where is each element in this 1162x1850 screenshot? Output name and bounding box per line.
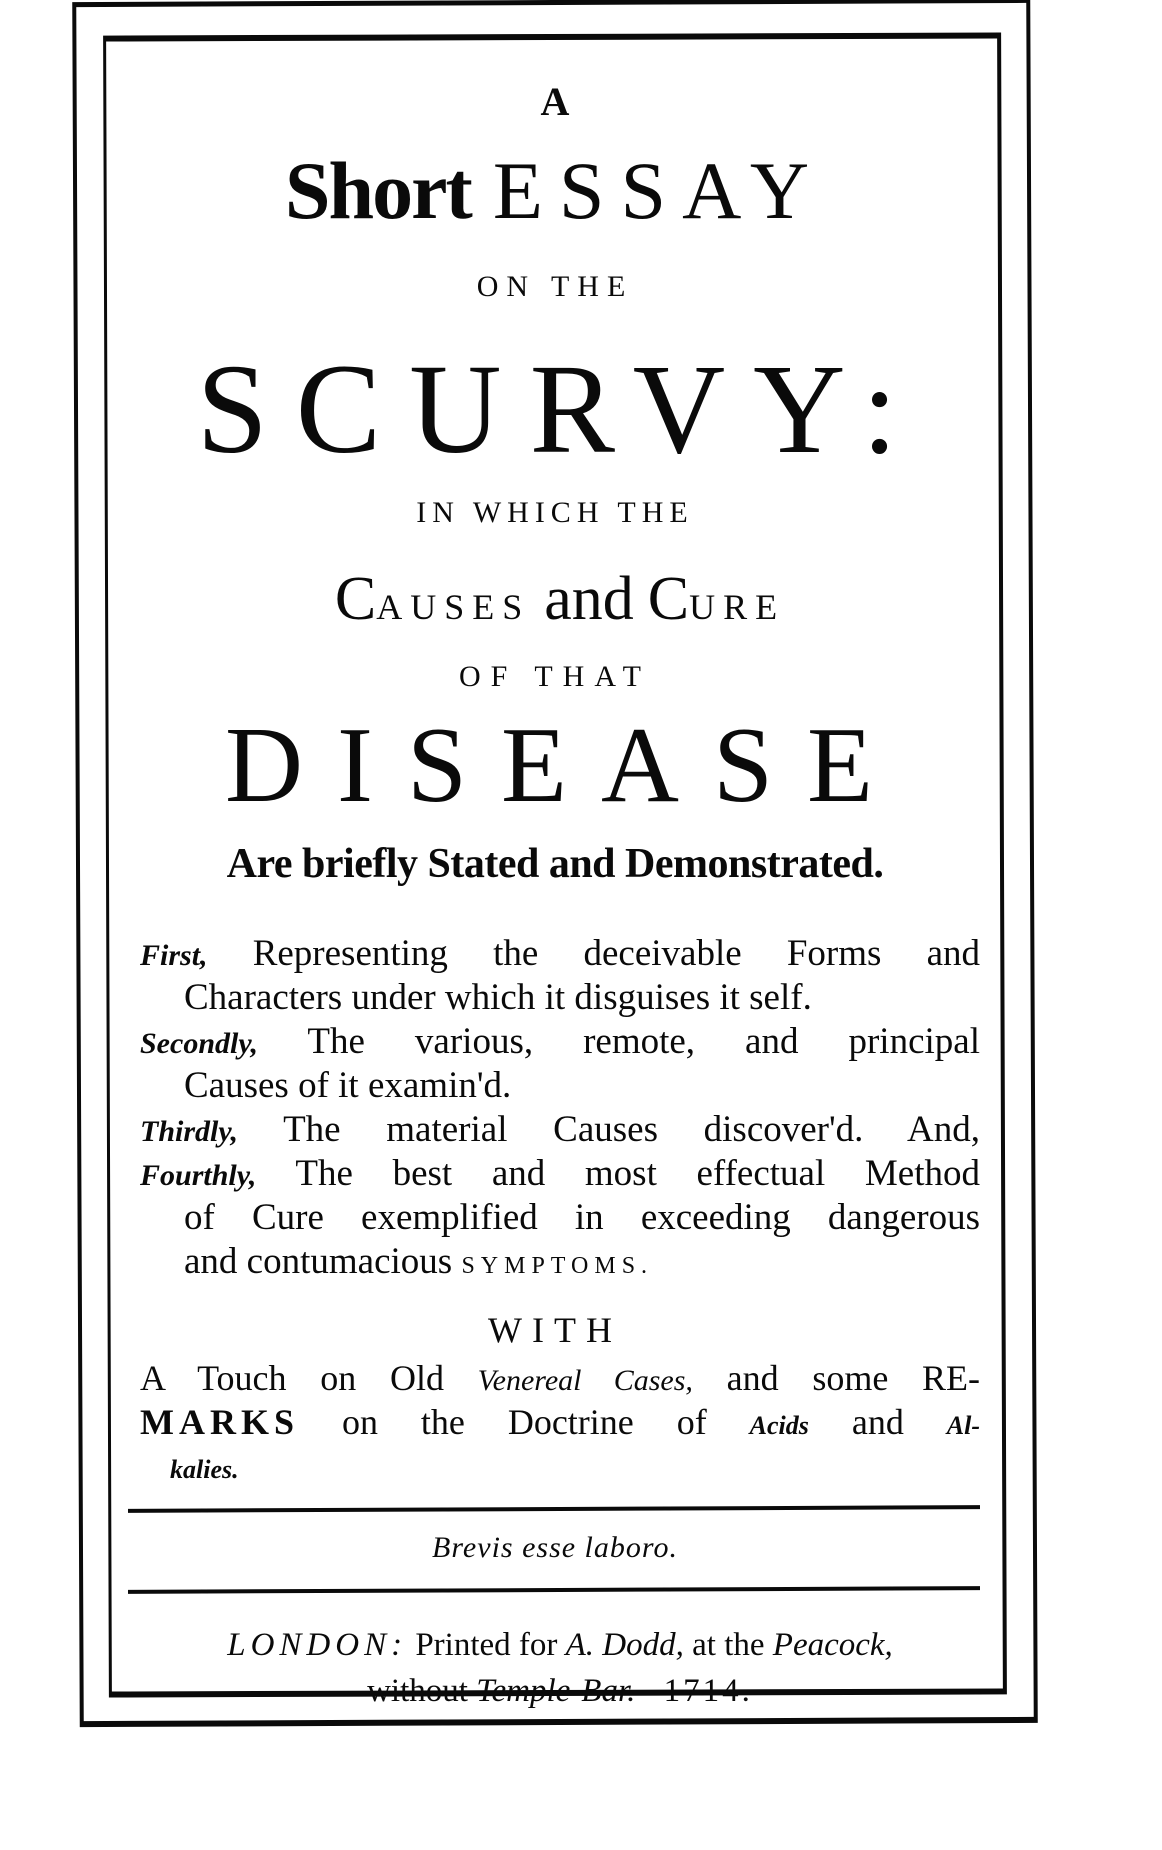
remarks-text: on the Doctrine of <box>341 1402 707 1442</box>
imprint-block <box>140 1622 980 1714</box>
remarks-italic: Venereal Cases, <box>477 1364 693 1397</box>
title-subject: SCURVY: <box>196 338 926 480</box>
causes-rest: AUSES <box>376 587 531 627</box>
enum-first-line1 <box>140 932 980 976</box>
remarks-line2 <box>140 1400 980 1444</box>
cure-initial: C <box>647 565 690 633</box>
enum-lead-first: First, <box>140 939 208 972</box>
remarks-italic: Acids <box>749 1411 809 1440</box>
imprint-location: Temple-Bar. <box>476 1673 636 1709</box>
enum-text: The best and most effectual Method <box>295 1153 980 1194</box>
enum-text: and contumacious <box>184 1241 453 1282</box>
remarks-block <box>140 1356 980 1488</box>
enum-fourth-line1 <box>140 1152 980 1196</box>
imprint-printer: A. Dodd, <box>565 1627 684 1663</box>
enum-second-line2 <box>140 1064 980 1108</box>
with-heading: WITH <box>488 1310 622 1350</box>
enum-second-line1 <box>140 1020 980 1064</box>
enum-fourth-line3 <box>140 1240 980 1284</box>
remarks-line3 <box>140 1444 980 1488</box>
imprint-city: LONDON: <box>227 1627 408 1663</box>
remarks-caps: MARKS <box>140 1402 299 1442</box>
imprint-text: without <box>367 1673 468 1709</box>
title-in-which-the: IN WHICH THE <box>416 496 694 529</box>
imprint-sign: Peacock, <box>772 1627 893 1663</box>
enum-text: Characters under which it disguises it self. <box>184 977 812 1018</box>
title-essay: ESSAY <box>492 145 826 236</box>
causes-initial: C <box>334 565 377 633</box>
latin-motto: Brevis esse laboro. <box>432 1531 678 1564</box>
title-article: A <box>540 79 570 124</box>
remarks-line1 <box>140 1356 980 1400</box>
enum-lead-fourthly: Fourthly, <box>140 1159 257 1192</box>
remarks-italic: kalies. <box>170 1455 239 1484</box>
enum-text: The material Causes discover'd. And, <box>283 1109 980 1150</box>
enum-lead-secondly: Secondly, <box>140 1027 259 1060</box>
title-of-that: OF THAT <box>459 660 651 693</box>
title-disease: DISEASE <box>224 706 908 825</box>
title-short: Short <box>284 145 471 236</box>
enum-third-line1 <box>140 1108 980 1152</box>
enum-lead-thirdly: Thirdly, <box>140 1115 239 1148</box>
imprint-year: 1714. <box>663 1673 753 1709</box>
enumeration-block <box>140 932 980 1284</box>
remarks-text: A Touch on Old <box>140 1358 444 1398</box>
title-main <box>130 145 980 236</box>
title-briefly-stated: Are briefly Stated and Demonstrated. <box>226 841 884 887</box>
title-causes-and-cure <box>120 565 1000 633</box>
enum-text: of Cure exemplified in exceeding dangerous <box>184 1197 980 1238</box>
enum-text: Representing the deceivable Forms and <box>252 933 980 974</box>
remarks-text: and <box>851 1402 904 1442</box>
title-on-the: ON THE <box>476 270 634 303</box>
enum-symptoms-small-caps: SYMPTOMS. <box>461 1253 654 1279</box>
causes-and: and <box>544 565 634 633</box>
imprint-text: at the <box>692 1627 765 1663</box>
imprint-text: Printed for <box>415 1627 558 1663</box>
imprint-line2 <box>140 1668 980 1714</box>
cure-rest: URE <box>689 587 786 627</box>
remarks-italic: Al- <box>946 1411 981 1440</box>
enum-fourth-line2 <box>140 1196 980 1240</box>
remarks-text: and some RE- <box>726 1358 981 1398</box>
enum-text: The various, remote, and principal <box>307 1021 980 1062</box>
enum-first-line2 <box>140 976 980 1020</box>
enum-text: Causes of it examin'd. <box>184 1065 512 1106</box>
imprint-line1 <box>140 1622 980 1668</box>
